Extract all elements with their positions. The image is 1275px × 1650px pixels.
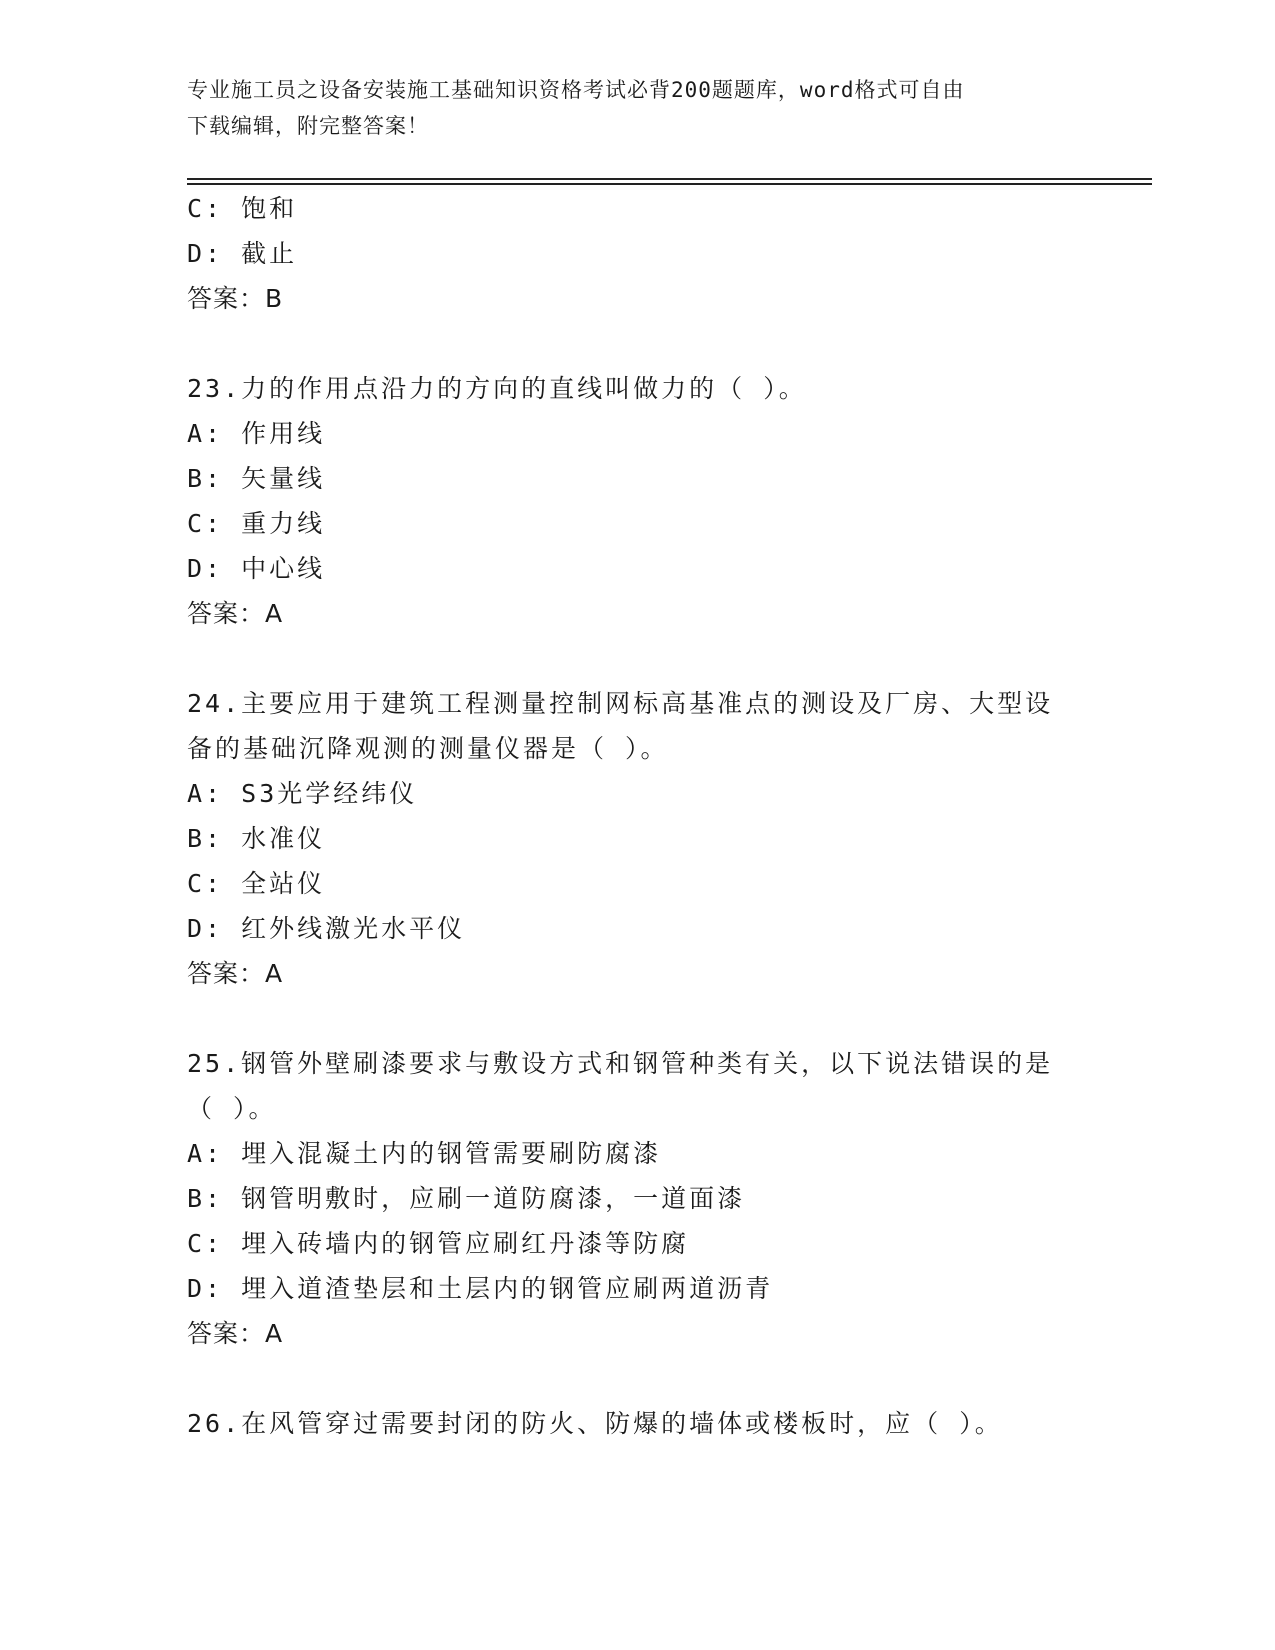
prev-option-c: C: 饱和 — [187, 194, 298, 223]
header-divider-top — [187, 178, 1152, 180]
q24-stem-line-1: 24.主要应用于建筑工程测量控制网标高基准点的测设及厂房、大型设 — [187, 689, 1054, 718]
q23-stem: 23.力的作用点沿力的方向的直线叫做力的（ ）。 — [187, 374, 807, 403]
header-divider-bottom — [187, 183, 1152, 185]
q24-answer: 答案：A — [187, 959, 284, 988]
q25-option-c: C: 埋入砖墙内的钢管应刷红丹漆等防腐 — [187, 1229, 690, 1258]
q23-option-d: D: 中心线 — [187, 554, 326, 583]
q23-option-b: B: 矢量线 — [187, 464, 326, 493]
q26-stem: 26.在风管穿过需要封闭的防火、防爆的墙体或楼板时，应（ ）。 — [187, 1409, 1003, 1438]
prev-option-d: D: 截止 — [187, 239, 298, 268]
q24-stem-line-2: 备的基础沉降观测的测量仪器是（ ）。 — [187, 734, 669, 763]
q24-option-b: B: 水准仪 — [187, 824, 326, 853]
document-header — [187, 72, 1077, 144]
q24-option-a: A: S3光学经纬仪 — [187, 779, 418, 808]
header-title-line-1: 专业施工员之设备安装施工基础知识资格考试必背200题题库，word格式可自由 — [187, 78, 965, 102]
q23-option-c: C: 重力线 — [187, 509, 326, 538]
q25-stem-line-1: 25.钢管外壁刷漆要求与敷设方式和钢管种类有关，以下说法错误的是 — [187, 1049, 1054, 1078]
q25-option-b: B: 钢管明敷时，应刷一道防腐漆，一道面漆 — [187, 1184, 746, 1213]
q25-stem-line-2: （ ）。 — [187, 1094, 277, 1123]
header-title-line-2: 下载编辑，附完整答案！ — [187, 114, 429, 138]
q23-answer: 答案：A — [187, 599, 284, 628]
q24-option-d: D: 红外线激光水平仪 — [187, 914, 466, 943]
q24-option-c: C: 全站仪 — [187, 869, 326, 898]
q23-option-a: A: 作用线 — [187, 419, 326, 448]
prev-answer: 答案：B — [187, 284, 284, 313]
q25-answer: 答案：A — [187, 1319, 284, 1348]
q25-option-d: D: 埋入道渣垫层和土层内的钢管应刷两道沥青 — [187, 1274, 774, 1303]
q25-option-a: A: 埋入混凝土内的钢管需要刷防腐漆 — [187, 1139, 662, 1168]
